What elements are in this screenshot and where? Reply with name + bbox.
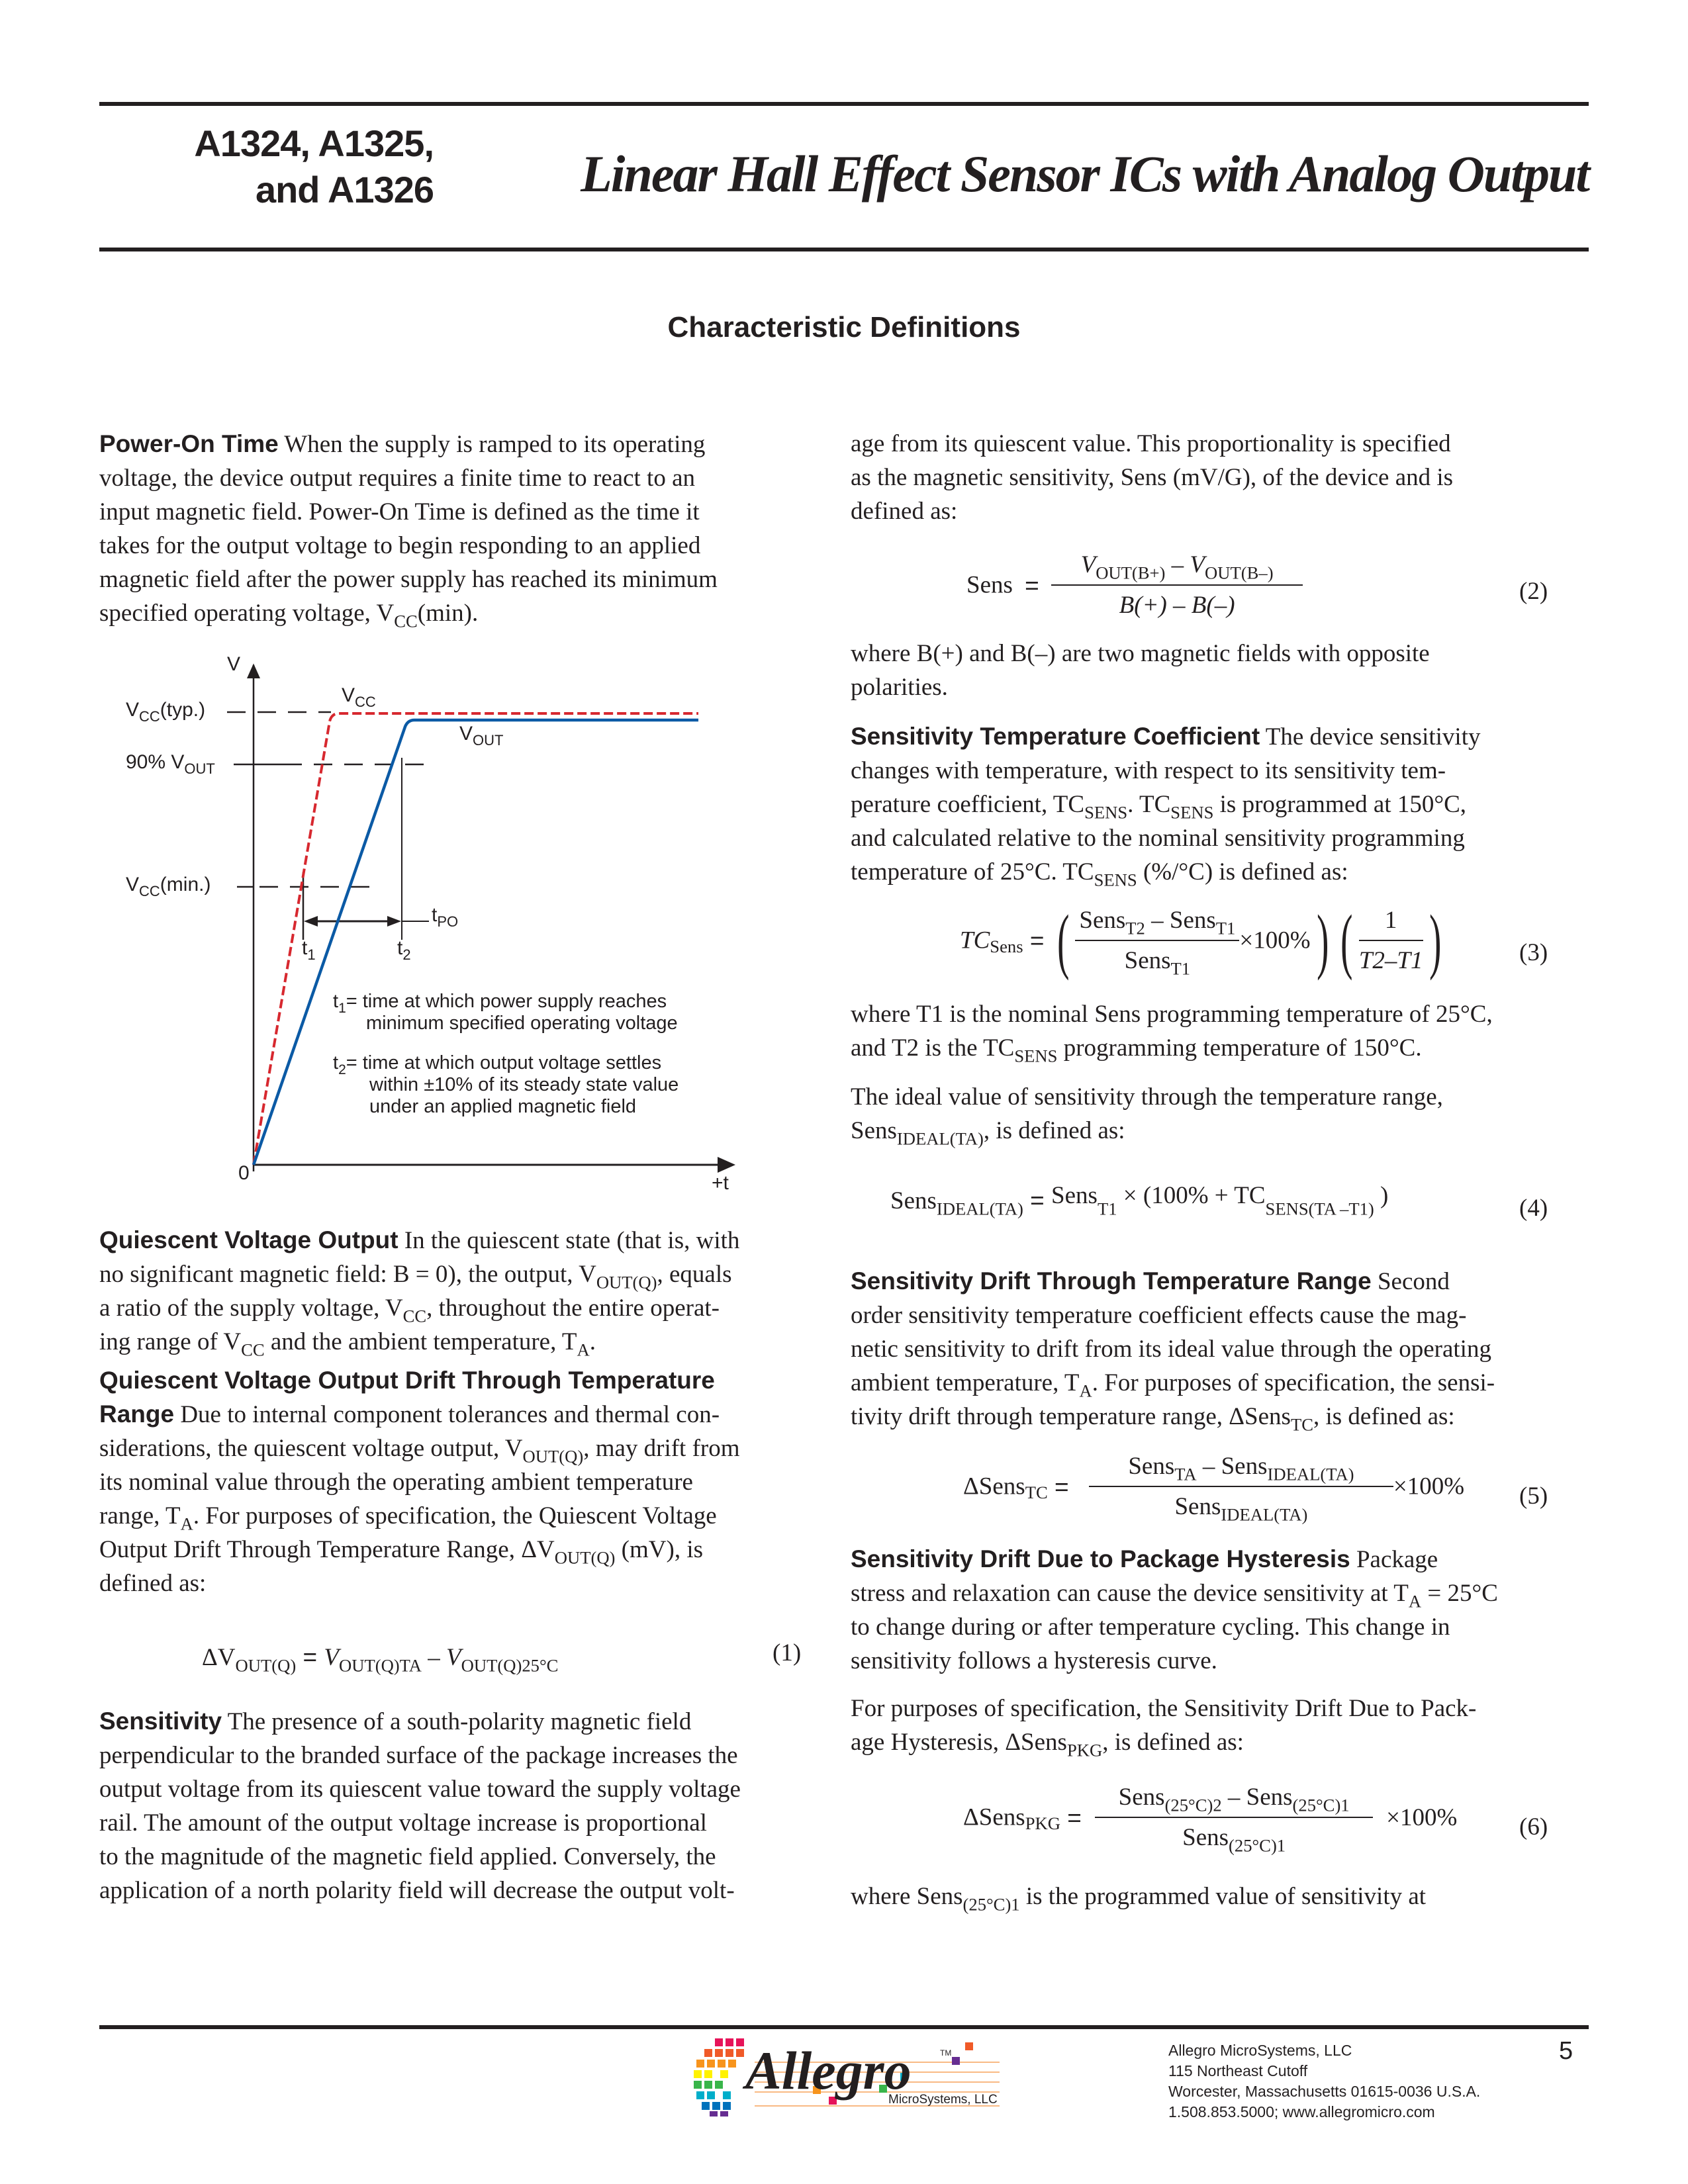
- text: perature coefficient, TC: [851, 791, 1085, 818]
- text-line: rail. The amount of the output voltage increase is proportional: [99, 1809, 707, 1837]
- equation-5: [963, 1449, 1464, 1524]
- subscript: T2: [1125, 918, 1145, 938]
- tpo-label: $t_{PO}$: [432, 904, 459, 930]
- text-line: [851, 1725, 1585, 1759]
- subscript: PKG: [1025, 1813, 1060, 1833]
- text-line: sensitivity follows a hysteresis curve.: [851, 1647, 1217, 1674]
- text-line: [99, 1432, 834, 1465]
- logo-color-grid: [694, 2038, 744, 2116]
- part-numbers-line2: and A1326: [255, 169, 434, 210]
- text-line: The ideal value of sensitivity through the temperature range,: [851, 1083, 1443, 1111]
- text: ambient temperature, T: [851, 1369, 1080, 1396]
- text-line: magnetic field after the power supply has reached its minimum: [99, 566, 718, 593]
- heading-sensitivity-temperature-coefficient: Sensitivity Temperature Coefficient: [851, 723, 1260, 750]
- text-line: output voltage from its quiescent value toward the supply voltage: [99, 1776, 741, 1803]
- text-line: order sensitivity temperature coefficient effects cause the mag-: [851, 1302, 1467, 1329]
- equation-number-1: (1): [773, 1639, 802, 1666]
- eq-term: Sens: [1051, 1182, 1098, 1209]
- text: The device sensitivity: [1260, 723, 1481, 751]
- text-line: defined as:: [99, 1570, 207, 1597]
- text: range, T: [99, 1502, 181, 1529]
- y-axis-label: V: [227, 653, 241, 675]
- equation-1: [202, 1640, 558, 1674]
- text: When the supply is ramped to its operating: [278, 431, 706, 458]
- subscript: OUT(Q)TA: [338, 1655, 422, 1676]
- text-line: voltage, the device output requires a finite time to react to an: [99, 465, 695, 492]
- eq-term: Sens: [966, 571, 1013, 599]
- text-line: changes with temperature, with respect to its sensitivity tem-: [851, 757, 1446, 784]
- paragraph-where-b: [851, 637, 1585, 704]
- subscript: IDEAL(TA): [936, 1199, 1023, 1219]
- subscript: A: [1079, 1381, 1092, 1401]
- logo-square: [965, 2042, 973, 2050]
- subscript: OUT(Q)25°C: [461, 1655, 559, 1676]
- subscript: PKG: [1066, 1740, 1103, 1760]
- subscript: SENS: [1094, 870, 1137, 890]
- eq-term: – Sens: [1221, 1784, 1293, 1811]
- subscript: Sens: [990, 936, 1023, 956]
- eq-op: ×100%: [1393, 1473, 1465, 1500]
- eq-op: –: [422, 1644, 447, 1671]
- heading-power-on-time: Power-On Time: [99, 430, 279, 457]
- t2-definition-cont2: under an applied magnetic field: [369, 1096, 637, 1117]
- subscript: IDEAL(TA): [896, 1128, 984, 1149]
- heading-sensitivity-drift-temperature: Sensitivity Drift Through Temperature Range: [851, 1267, 1372, 1295]
- text-line: to the magnitude of the magnetic field applied. Conversely, the: [99, 1843, 716, 1870]
- paragraph-hysteresis-spec: [851, 1692, 1585, 1759]
- fraction: [1075, 903, 1239, 978]
- paren: (: [1340, 900, 1353, 981]
- text: .: [589, 1328, 596, 1355]
- power-on-time-diagram: [99, 645, 761, 1208]
- text-line: application of a north polarity field will decrease the output volt-: [99, 1877, 735, 1904]
- paragraph-hysteresis: [851, 1542, 1585, 1678]
- text: , is defined as:: [1102, 1729, 1244, 1756]
- eq-term: ): [1374, 1182, 1389, 1209]
- eq-term: V: [1190, 551, 1205, 578]
- equation-number-2: (2): [1519, 578, 1548, 605]
- equation-3: [960, 900, 1447, 981]
- address-line1: 115 Northeast Cutoff: [1168, 2062, 1308, 2079]
- eq-sign: =: [1023, 1187, 1052, 1214]
- text-line: its nominal value through the operating ambient temperature: [99, 1469, 693, 1496]
- text-line: [851, 1880, 1585, 1913]
- text-line: [99, 1291, 834, 1325]
- footer-rule: [99, 2025, 1589, 2029]
- text: , is defined as:: [983, 1117, 1125, 1144]
- fraction: [1095, 1780, 1373, 1854]
- eq-op: –: [1165, 551, 1190, 578]
- eq-term: – Sens: [1145, 907, 1216, 934]
- eq-sign: =: [1023, 927, 1051, 954]
- equation-4: [890, 1183, 1388, 1218]
- text: where Sens: [851, 1883, 963, 1910]
- part-numbers-line1: A1324, A1325,: [194, 122, 434, 164]
- text: no significant magnetic field: B = 0), the output, V: [99, 1261, 596, 1288]
- paragraph-sensitivity: [99, 1704, 834, 1907]
- text: programming temperature of 150°C.: [1057, 1034, 1422, 1062]
- text: , equals: [657, 1261, 732, 1288]
- eq-term: Sens: [1174, 1493, 1221, 1520]
- eq-term: × (100% + TC: [1117, 1182, 1266, 1209]
- paragraph-sensitivity-cont: [851, 427, 1585, 528]
- text: , throughout the entire operat-: [426, 1295, 720, 1322]
- paragraph-drift-tc: [851, 1264, 1585, 1433]
- heading-quiescent-voltage-output: Quiescent Voltage Output: [99, 1226, 399, 1253]
- company-address: [1168, 2040, 1480, 2122]
- eq-term: Sens: [1079, 907, 1126, 934]
- eq-term: Sens: [1128, 1453, 1175, 1480]
- t1-definition-cont: minimum specified operating voltage: [366, 1013, 678, 1034]
- text: Output Drift Through Temperature Range, ΔV: [99, 1536, 555, 1563]
- eq-term: V: [446, 1644, 461, 1671]
- text: age Hysteresis, ΔSens: [851, 1729, 1067, 1756]
- logo-trademark: TM: [940, 2048, 952, 2058]
- equation-number-4: (4): [1519, 1195, 1548, 1222]
- vcc-min-label: $V_{CC}(\min.)$: [126, 874, 211, 899]
- paragraph-power-on-time: [99, 427, 834, 630]
- eq-term: V: [324, 1644, 339, 1671]
- subscript: CC: [402, 1306, 427, 1326]
- equation-number-3: (3): [1519, 939, 1548, 966]
- text: . For purposes of specification, the sensi-: [1092, 1369, 1495, 1396]
- paragraph-where-t: [851, 997, 1585, 1065]
- eq-term: Sens: [890, 1187, 937, 1214]
- text: a ratio of the supply voltage, V: [99, 1295, 403, 1322]
- company-name: Allegro MicroSystems, LLC: [1168, 2042, 1352, 2059]
- subscript: A: [577, 1340, 590, 1360]
- text-line: takes for the output voltage to begin responding to an applied: [99, 532, 701, 559]
- subscript: SENS: [1014, 1046, 1058, 1066]
- text-line: [851, 788, 1585, 821]
- vout-90-label: 90% $V_{OUT}$: [126, 751, 215, 777]
- header-top-rule: [99, 102, 1589, 106]
- paragraph-quiescent-drift: [99, 1363, 834, 1600]
- subscript: (25°C)1: [1229, 1835, 1286, 1856]
- text: Due to internal component tolerances and thermal con-: [174, 1401, 720, 1428]
- text-line: [851, 1031, 1585, 1065]
- text-line: [99, 1257, 834, 1291]
- subscript: OUT(B+): [1096, 563, 1166, 583]
- eq-term: TC: [960, 927, 990, 954]
- text: tivity drift through temperature range, ΔSens: [851, 1403, 1291, 1430]
- text: Package: [1350, 1546, 1438, 1573]
- eq-term: Sens: [1124, 947, 1171, 974]
- text: specified operating voltage, V: [99, 600, 395, 627]
- heading-sensitivity: Sensitivity: [99, 1707, 222, 1735]
- fraction: [1089, 1449, 1393, 1524]
- text: = 25°C: [1421, 1580, 1498, 1607]
- text-line: [851, 1400, 1585, 1433]
- eq-term: Sens: [1118, 1784, 1165, 1811]
- paren: ): [1429, 900, 1441, 981]
- tpo-arrow-right-head: [387, 916, 401, 927]
- text-line: perpendicular to the branded surface of the package increases the: [99, 1742, 738, 1769]
- text-line: to change during or after temperature cycling. This change in: [851, 1614, 1450, 1641]
- text: temperature of 25°C. TC: [851, 858, 1094, 886]
- eq-term: ΔV: [202, 1644, 236, 1671]
- subscript: SENS(TA –T1): [1265, 1199, 1374, 1219]
- text-line: age from its quiescent value. This proportionality is specified: [851, 430, 1451, 457]
- text-line: [851, 855, 1585, 889]
- vcc-curve-label: $V_{CC}$: [342, 684, 376, 710]
- text-line: [851, 1114, 1585, 1148]
- text: stress and relaxation can cause the device sensitivity at T: [851, 1580, 1409, 1607]
- subscript: (25°C)2: [1164, 1795, 1222, 1815]
- text: Second: [1371, 1268, 1450, 1295]
- page-number: 5: [1559, 2037, 1573, 2065]
- subscript: T1: [1170, 958, 1191, 979]
- eq-op: ×100%: [1239, 927, 1311, 954]
- x-axis-label: +t: [712, 1172, 729, 1194]
- t2-label: $t_2$: [397, 937, 411, 963]
- subscript: TA: [1174, 1464, 1197, 1484]
- text: In the quiescent state (that is, with: [398, 1227, 740, 1254]
- text: (min).: [417, 600, 479, 627]
- paragraph-ideal: [851, 1080, 1585, 1148]
- address-line2: Worcester, Massachusetts 01615-0036 U.S.A.: [1168, 2083, 1481, 2100]
- subscript: OUT(Q): [554, 1547, 616, 1568]
- eq-sign: =: [1047, 1473, 1076, 1500]
- eq-term: – Sens: [1196, 1453, 1268, 1480]
- subscript: OUT(Q): [596, 1272, 657, 1293]
- text-line: input magnetic field. Power-On Time is defined as the time it: [99, 498, 700, 525]
- text-line: [99, 1499, 834, 1533]
- logo-wordmark: Allegro: [745, 2040, 912, 2101]
- text-line: [99, 596, 834, 630]
- subscript: TC: [1290, 1414, 1313, 1435]
- text-line: where T1 is the nominal Sens programming temperature of 25°C,: [851, 1001, 1493, 1028]
- subscript: CC: [394, 611, 418, 631]
- t1-definition: $t_1=$ time at which power supply reaches: [333, 991, 667, 1016]
- section-title: Characteristic Definitions: [667, 311, 1021, 343]
- heading-quiescent-drift-cont: Range: [99, 1400, 175, 1428]
- subscript: T1: [1097, 1199, 1117, 1219]
- text-line: [851, 1576, 1585, 1610]
- contact-info[interactable]: 1.508.853.5000; www.allegromicro.com: [1168, 2103, 1435, 2120]
- text: . For purposes of specification, the Quiescent Voltage: [193, 1502, 717, 1529]
- paren: (: [1056, 900, 1070, 981]
- text-line: [851, 1366, 1585, 1400]
- eq-term: V: [1080, 551, 1096, 578]
- text-line: as the magnetic sensitivity, Sens (mV/G), of the device and is: [851, 464, 1454, 491]
- origin-label: 0: [238, 1162, 250, 1184]
- subscript: IDEAL(TA): [1221, 1504, 1308, 1525]
- paren: ): [1316, 900, 1329, 981]
- subscript: A: [1408, 1591, 1422, 1612]
- text: is programmed at 150°C,: [1213, 791, 1467, 818]
- eq-op: ×100%: [1386, 1803, 1458, 1831]
- vcc-typ-label: $V_{CC}(typ.)$: [126, 699, 206, 725]
- allegro-logo: [688, 2032, 1000, 2118]
- text-line: [99, 1325, 834, 1359]
- eq-sign: =: [1017, 571, 1047, 599]
- eq-sign: =: [296, 1643, 324, 1670]
- paragraph-quiescent-voltage-output: [99, 1223, 834, 1359]
- text-line: For purposes of specification, the Sensitivity Drift Due to Pack-: [851, 1695, 1477, 1722]
- paragraph-tc: [851, 719, 1585, 889]
- logo-square: [952, 2057, 960, 2065]
- text-line: where B(+) and B(–) are two magnetic fields with opposite: [851, 640, 1430, 667]
- subscript: OUT(Q): [522, 1446, 584, 1467]
- subscript: T1: [1215, 918, 1236, 938]
- text: . TC: [1127, 791, 1171, 818]
- text: ing range of V: [99, 1328, 242, 1355]
- header-bottom-rule: [99, 248, 1589, 251]
- text-line: netic sensitivity to drift from its ideal value through the operating: [851, 1336, 1491, 1363]
- subscript: (25°C)1: [962, 1894, 1020, 1915]
- equation-number-6: (6): [1519, 1813, 1548, 1841]
- text: Sens: [851, 1117, 897, 1144]
- equation-2: [966, 548, 1303, 622]
- text: , may drift from: [583, 1435, 740, 1462]
- fraction: [1359, 903, 1423, 978]
- heading-quiescent-drift: Quiescent Voltage Output Drift Through Temperature: [99, 1367, 715, 1394]
- eq-denominator: B(+) – B(–): [1119, 592, 1235, 619]
- document-title: Linear Hall Effect Sensor ICs with Analog Output: [581, 145, 1589, 203]
- text: and the ambient temperature, T: [264, 1328, 577, 1355]
- subscript: SENS: [1170, 802, 1214, 823]
- logo-subtitle: MicroSystems, LLC: [888, 2093, 998, 2107]
- t2-definition: $t_2=$ time at which output voltage settles: [333, 1052, 662, 1077]
- subscript: TC: [1025, 1482, 1048, 1502]
- text: (%/°C) is defined as:: [1137, 858, 1348, 886]
- tpo-arrow-left-head: [304, 916, 318, 927]
- text: (mV), is: [615, 1536, 703, 1563]
- text: , is defined as:: [1313, 1403, 1455, 1430]
- text: and T2 is the TC: [851, 1034, 1015, 1062]
- text: The presence of a south-polarity magnetic field: [222, 1708, 692, 1735]
- t2-definition-cont1: within ±10% of its steady state value: [369, 1074, 679, 1095]
- subscript: SENS: [1084, 802, 1128, 823]
- subscript: CC: [241, 1340, 265, 1360]
- text: siderations, the quiescent voltage output, V: [99, 1435, 523, 1462]
- subscript: IDEAL(TA): [1267, 1464, 1354, 1484]
- equation-6: [963, 1780, 1457, 1854]
- eq-denominator: T2–T1: [1358, 947, 1423, 974]
- eq-term: ΔSens: [963, 1473, 1025, 1500]
- vout-curve-label: $V_{OUT}$: [459, 723, 504, 749]
- eq-sign: =: [1060, 1803, 1089, 1831]
- subscript: OUT(Q): [235, 1655, 297, 1676]
- text-line: defined as:: [851, 498, 958, 525]
- text-line: and calculated relative to the nominal sensitivity programming: [851, 825, 1465, 852]
- eq-term: ΔSens: [963, 1803, 1025, 1831]
- text-line: polarities.: [851, 674, 948, 701]
- subscript: OUT(B–): [1205, 563, 1274, 583]
- subscript: (25°C)1: [1292, 1795, 1350, 1815]
- text: is the programmed value of sensitivity at: [1019, 1883, 1427, 1910]
- eq-numerator: 1: [1359, 903, 1423, 941]
- part-numbers: [99, 120, 434, 213]
- equation-number-5: (5): [1519, 1482, 1548, 1510]
- t1-label: $t_1$: [302, 937, 316, 963]
- fraction: [1051, 548, 1303, 622]
- text-line: [99, 1533, 834, 1567]
- eq-term: Sens: [1182, 1824, 1229, 1851]
- paragraph-where-sens: [851, 1880, 1585, 1913]
- heading-package-hysteresis: Sensitivity Drift Due to Package Hysteresis: [851, 1545, 1350, 1572]
- subscript: A: [180, 1514, 193, 1534]
